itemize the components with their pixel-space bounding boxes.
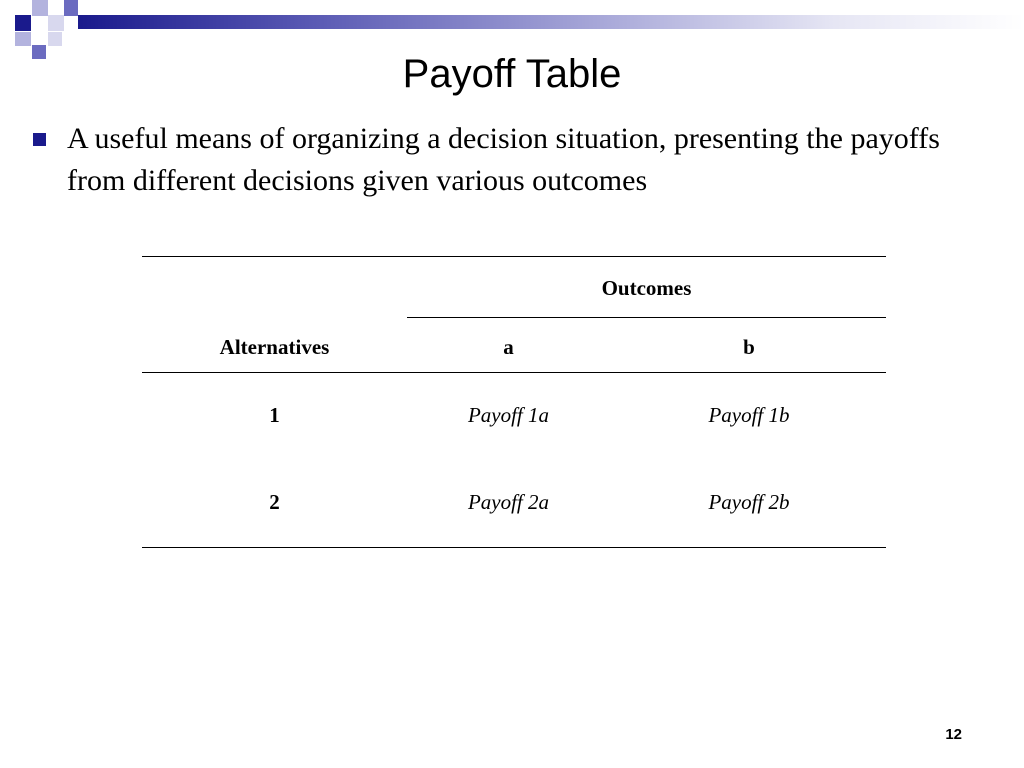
payoff-cell: Payoff 2a xyxy=(467,490,550,514)
header-gradient-bar xyxy=(78,15,1024,29)
row-alternative: 2 xyxy=(269,490,280,514)
column-header-a: a xyxy=(503,335,514,359)
payoff-cell: Payoff 2b xyxy=(708,490,790,514)
outcomes-underline xyxy=(407,317,886,318)
table-bottom-rule xyxy=(142,547,886,548)
table-top-rule xyxy=(142,256,886,257)
row-alternative: 1 xyxy=(269,403,280,427)
payoff-cell: Payoff 1b xyxy=(708,403,790,427)
page-number: 12 xyxy=(945,726,962,743)
square-bullet-icon xyxy=(33,133,46,146)
payoff-cell: Payoff 1a xyxy=(467,403,550,427)
header-bottom-rule xyxy=(142,372,886,373)
column-header-b: b xyxy=(743,335,755,359)
outcomes-group-header: Outcomes xyxy=(601,276,692,300)
bullet-text: A useful means of organizing a decision situation, presenting the payoffs from different decisions given various outcomes xyxy=(67,122,940,197)
column-header-alternatives: Alternatives xyxy=(219,335,330,359)
page-title: Payoff Table xyxy=(402,52,622,96)
